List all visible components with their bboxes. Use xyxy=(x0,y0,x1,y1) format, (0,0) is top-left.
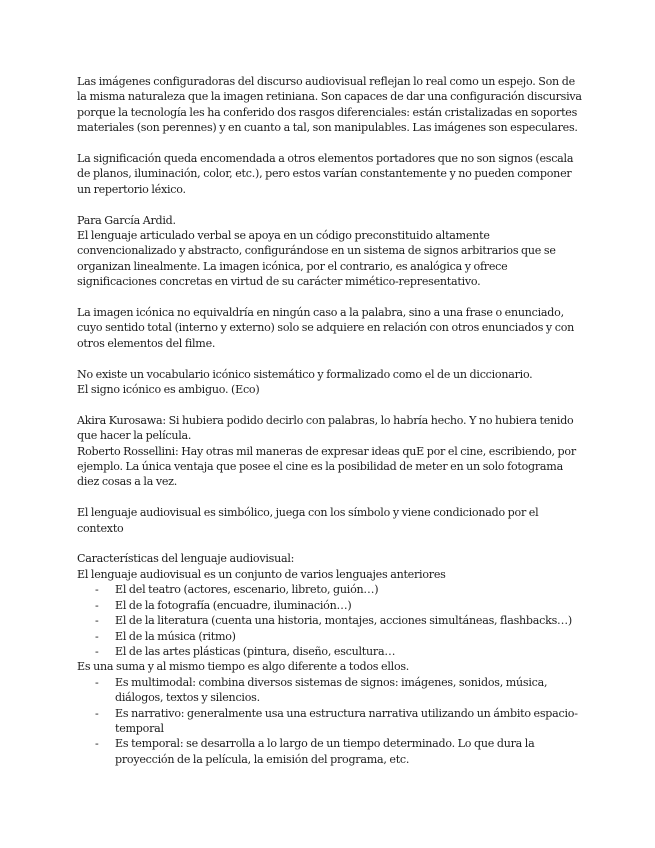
list-item: - Es temporal: se desarrolla a lo largo de un tiempo determinado. Lo que dura la proyección de la película, la emisión del programa, etc. xyxy=(115,736,583,767)
lenguaje-articulado-text: El lenguaje articulado verbal se apoya en un código preconstituido altamente convencionalizado y abstracto, configurándose en un sistema de signos arbitrarios que se organizan linealmente. La imagen icónica, por el contrario, es analógica y ofrece significaciones concretas en virtud de su carácter mimético-representativo. xyxy=(77,229,556,289)
signo-iconico-text: El signo icónico es ambiguo. (Eco) xyxy=(77,383,260,397)
vocabulario-text: No existe un vocabulario icónico sistemático y formalizado como el de un diccionario. xyxy=(77,367,533,381)
paragraph-imagenes-configuradoras: Las imágenes configuradoras del discurso audiovisual reflejan lo real como un espejo. Son de la misma naturaleza que la imagen retiniana. Son capaces de dar una configuración discursiva porque la tecnología les ha conferido dos rasgos diferenciales: están cristalizadas en soportes materiales (son perennes) y en cuanto a tal, son manipulables. Las imágenes son especulares. xyxy=(77,75,582,135)
paragraph-quotes xyxy=(77,413,583,490)
list-item: - El del teatro (actores, escenario, libreto, guión…) xyxy=(115,582,583,597)
paragraph-significacion: La significación queda encomendada a otros elementos portadores que no son signos (escala de planos, iluminación, color, etc.), pero estos varían constantemente y no pueden componer un repertorio léxico. xyxy=(77,152,574,196)
paragraph-imagen-iconica: La imagen icónica no equivaldría en ningún caso a la palabra, sino a una frase o enunciado, cuyo sentido total (interno y externo) solo se adquiere en relación con otros enunciados y con otros elementos del filme. xyxy=(77,306,575,350)
rossellini-quote: Roberto Rossellini: Hay otras mil maneras de expresar ideas quE por el cine, escribiendo, por ejemplo. La única ventaja que posee el cine es la posibilidad de meter en un solo fotograma diez cosas a la vez. xyxy=(77,444,576,489)
characteristics-intro-2: Es una suma y al mismo tiempo es algo diferente a todos ellos. xyxy=(77,660,410,674)
list-item: - El de la fotografía (encuadre, iluminación…) xyxy=(115,598,583,613)
kurosawa-quote: Akira Kurosawa: Si hubiera podido decirlo con palabras, lo habría hecho. Y no hubiera tenido que hacer la película. xyxy=(77,413,574,443)
garcia-ardid-heading: Para García Ardid. xyxy=(77,213,176,227)
list-item: - El de la literatura (cuenta una historia, montajes, acciones simultáneas, flashbacks…) xyxy=(115,613,583,628)
paragraph-vocabulario-iconico xyxy=(77,367,583,398)
list-item: - Es narrativo: generalmente usa una estructura narrativa utilizando un ámbito espacio-temporal xyxy=(115,706,583,737)
list-item: - Es multimodal: combina diversos sistemas de signos: imágenes, sonidos, música, diálogos, textos y silencios. xyxy=(115,675,583,706)
characteristics-section xyxy=(77,551,583,767)
list-item: - El de las artes plásticas (pintura, diseño, escultura… xyxy=(115,644,583,659)
languages-list xyxy=(77,582,583,659)
paragraph-simbolico: El lenguaje audiovisual es simbólico, juega con los símbolo y viene condicionado por el contexto xyxy=(77,506,539,535)
characteristics-intro-1: El lenguaje audiovisual es un conjunto de varios lenguajes anteriores xyxy=(77,567,446,581)
list-item: - El de la música (ritmo) xyxy=(115,629,583,644)
paragraph-garcia-ardid xyxy=(77,213,583,290)
characteristics-heading: Características del lenguaje audiovisual: xyxy=(77,552,295,566)
features-list xyxy=(77,675,583,767)
